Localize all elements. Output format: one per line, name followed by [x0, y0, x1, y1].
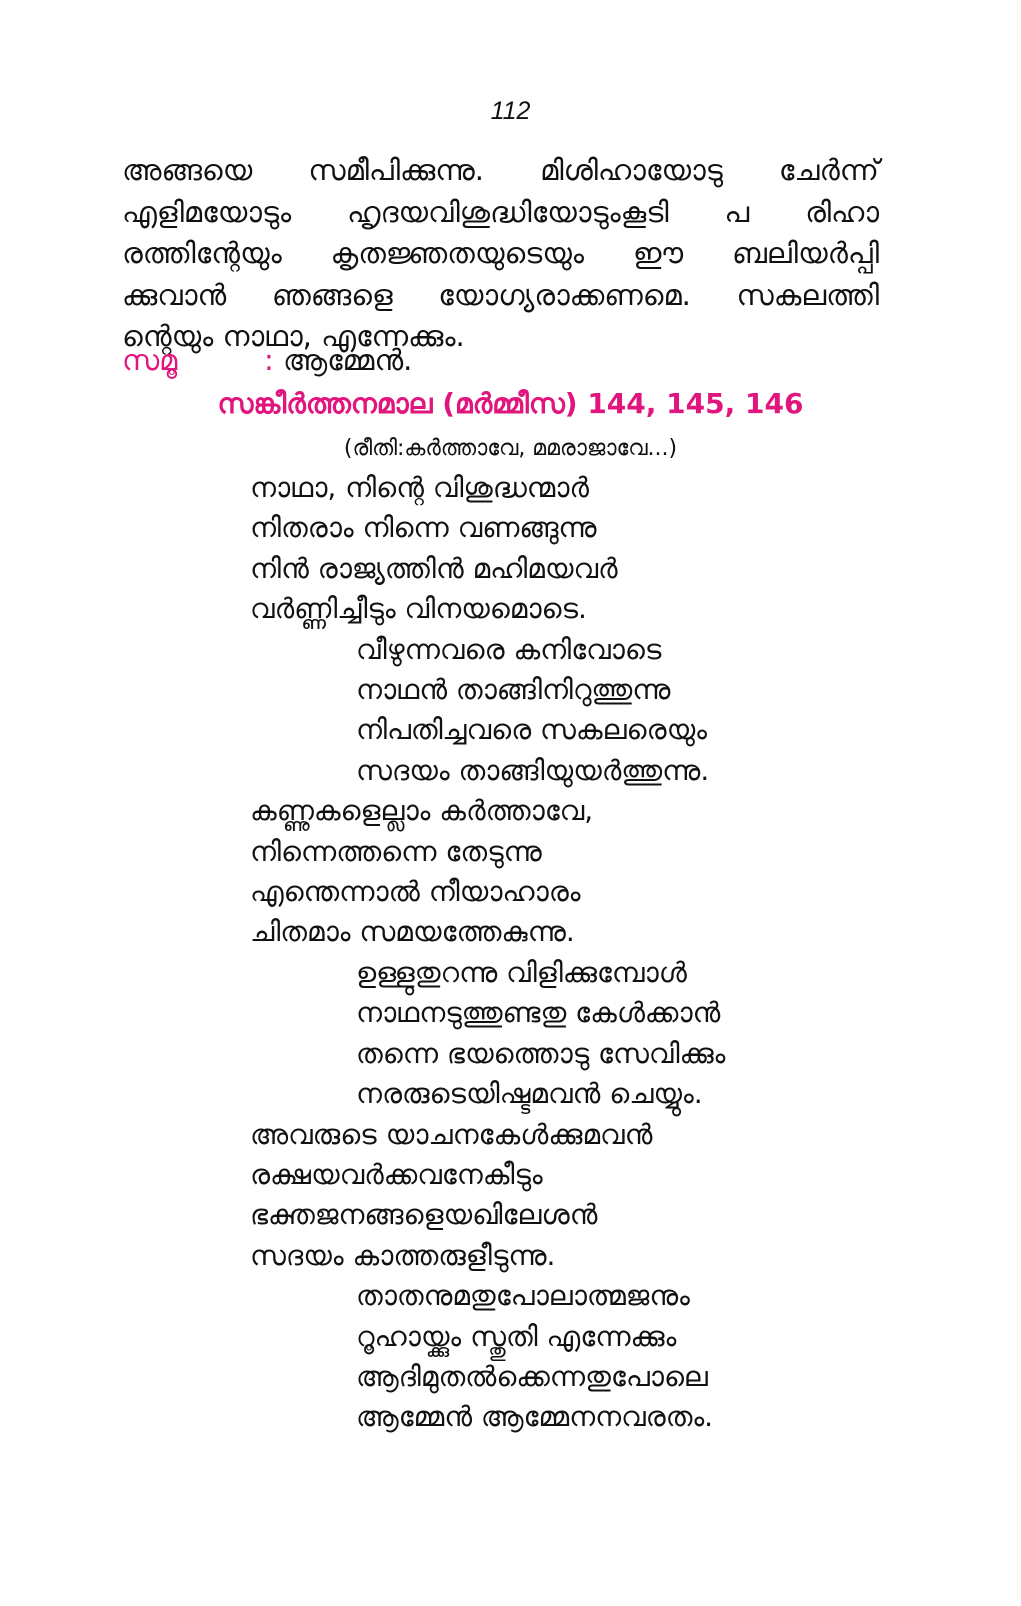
- verse-line: എന്തെന്നാൽ നീയാഹാരം: [250, 875, 581, 909]
- verse-line: സദയം കാത്തരുളീടുന്നു.: [250, 1238, 556, 1272]
- prayer-paragraph: [122, 150, 879, 358]
- verse-line: കണ്ണുകളെല്ലാം കർത്താവേ,: [250, 794, 594, 828]
- verse-line: ആദിമുതൽക്കെന്നതുപോലെ: [356, 1359, 708, 1393]
- verse-line: രക്ഷയവർക്കവനേകീടും: [250, 1157, 543, 1191]
- page-number: 112: [490, 97, 531, 125]
- prayer-line: ക്കുവാൻ ഞങ്ങളെ യോഗ്യരാക്കണമെ. സകലത്തി: [122, 277, 879, 312]
- verse-line: തന്നെ ഭയത്തൊടു സേവിക്കും: [356, 1036, 726, 1070]
- verse-line: ചിതമാം സമയത്തേകുന്നു.: [250, 915, 575, 949]
- verse-line: വീഴുന്നവരെ കനിവോടെ: [356, 632, 662, 666]
- prayer-line: അങ്ങയെ സമീപിക്കുന്നു. മിശിഹായോടു ചേർന്ന്: [122, 153, 879, 187]
- verse-line: നിന്നെത്തന്നെ തേടുന്നു: [250, 834, 542, 868]
- prayer-line: ന്റെയും നാഥാ, എന്നേക്കും.: [122, 319, 465, 353]
- verse-line: നിതരാം നിന്നെ വണങ്ങുന്നു: [250, 511, 597, 545]
- verse-line: ഉള്ളുതുറന്നു വിളിക്കുമ്പോൾ: [356, 955, 687, 989]
- verse-line: നിപതിച്ചവരെ സകലരെയും: [356, 713, 707, 747]
- verse-line: നരരുടെയിഷ്ടമവൻ ചെയ്യും.: [356, 1077, 703, 1111]
- verse-line: റൂഹായ്ക്കും സ്തുതി എന്നേക്കും: [356, 1319, 677, 1353]
- response-speaker: സമൂ: [122, 343, 178, 377]
- tune-note: (രീതി:കർത്താവേ, മമരാജാവേ...): [343, 436, 678, 461]
- verse-line: വർണ്ണിച്ചീടും വിനയമൊടെ.: [250, 592, 587, 626]
- verse-line: അവരുടെ യാചനകേൾക്കുമവൻ: [250, 1117, 653, 1151]
- verse-line: താതനുമതുപോലാത്മജനും: [356, 1279, 690, 1313]
- verse-line: നിൻ രാജ്യത്തിൻ മഹിമയവർ: [250, 551, 618, 585]
- hymn-verses: [250, 468, 950, 1438]
- hymn-heading: സങ്കീർത്തനമാല (മർമ്മീസ) 144, 145, 146: [217, 387, 804, 420]
- verse-line: നാഥനടുത്തുണ്ടതു കേൾക്കാൻ: [356, 996, 721, 1030]
- verse-line: നാഥാ, നിന്റെ വിശുദ്ധന്മാർ: [250, 471, 590, 504]
- verse-line: ഭക്തജനങ്ങളെയഖിലേശൻ: [250, 1198, 598, 1232]
- prayer-line: രത്തിന്റേയും കൃതജ്ഞതയുടെയും ഈ ബലിയർപ്പി: [122, 236, 879, 270]
- congregation-response: [122, 340, 879, 380]
- verse-line: സദയം താങ്ങിയുയർത്തുന്നു.: [356, 753, 710, 787]
- verse-line: ആമ്മേൻ ആമ്മേനനവരതം.: [356, 1400, 714, 1434]
- response-text: ആമ്മേൻ.: [283, 343, 413, 377]
- prayer-line: എളിമയോടും ഹൃദയവിശുദ്ധിയോടുംകൂടി പ രിഹാ: [122, 194, 879, 229]
- verse-line: നാഥൻ താങ്ങിനിറുത്തുന്നു: [356, 673, 671, 707]
- response-colon: :: [264, 343, 274, 377]
